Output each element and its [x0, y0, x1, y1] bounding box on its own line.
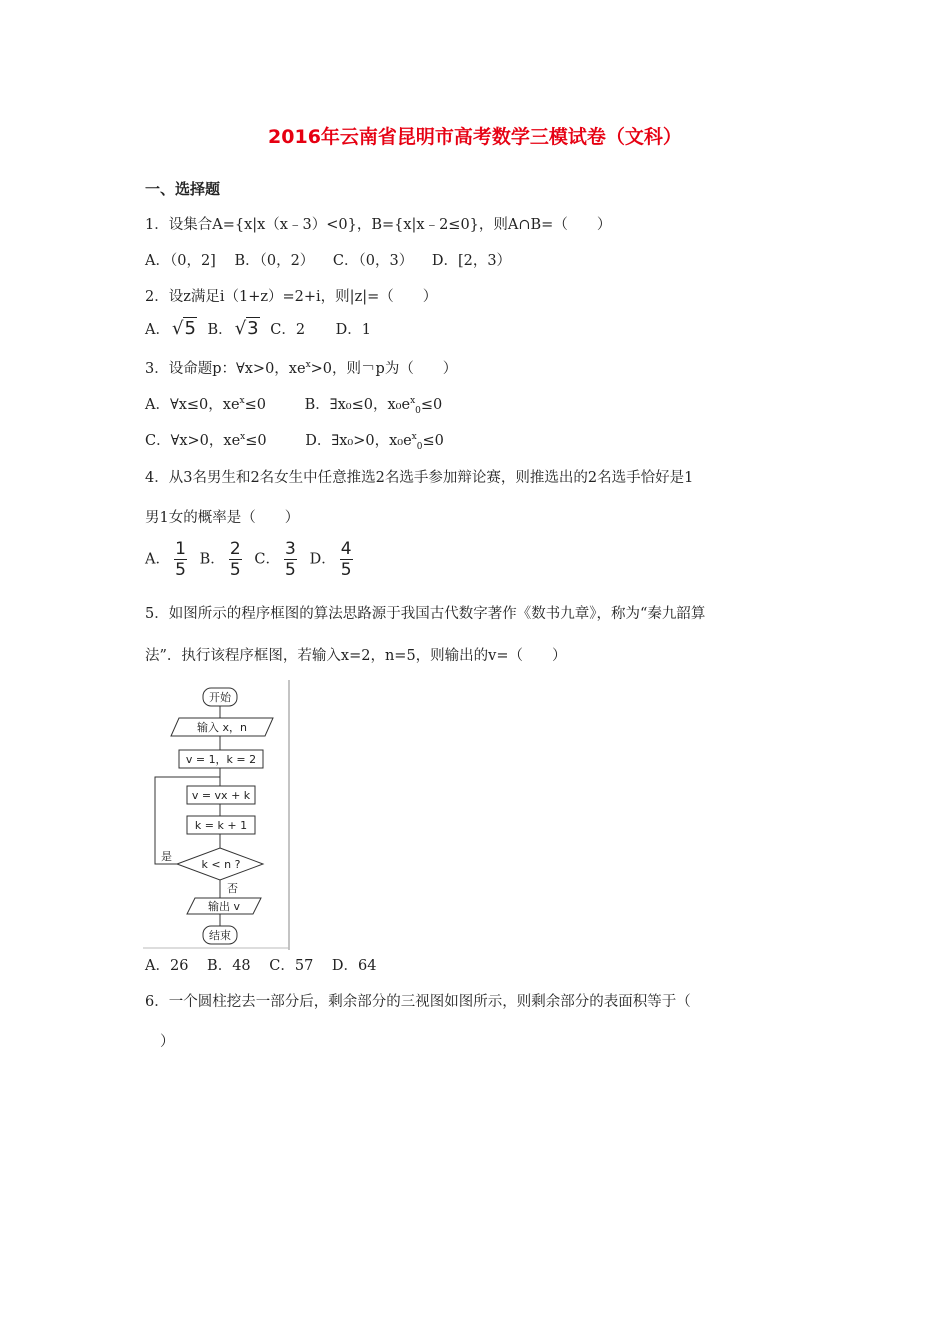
question-2-options	[145, 317, 385, 339]
question-6-stem: 6．一个圆柱挖去一部分后，剩余部分的三视图如图所示，则剩余部分的表面积等于（	[145, 994, 691, 1010]
option-c: C．∀x>0，$xe^x\le 0$	[145, 432, 267, 449]
flow-update-v-label: v = vx + k	[191, 789, 251, 802]
flow-condition-label: k < n ?	[201, 858, 241, 871]
sqrt-expression: √ 5	[171, 318, 196, 339]
option-a: A．∀x≤0，$xe^x\le 0$	[145, 396, 266, 413]
question-4-stem-2: 男1女的概率是（ ）	[145, 510, 300, 526]
option-d: D．64	[331, 958, 377, 974]
option-a: A．26	[145, 958, 189, 974]
question-1-options	[145, 249, 525, 270]
flow-output-label: 输出 v	[207, 900, 241, 913]
option-b: B．（0，2）	[234, 253, 315, 269]
option-c: C．2	[270, 322, 306, 338]
question-6-close: ）	[160, 1034, 175, 1050]
question-3-options-ab	[145, 393, 456, 416]
option-d: D．[2，3）	[431, 253, 512, 269]
section-heading: 一、选择题	[145, 180, 221, 198]
option-a: A．	[145, 551, 170, 568]
question-1-stem: 1．设集合A={x|x（x﹣3）<0}，B={x|x﹣2≤0}，则A∩B=（ ）	[145, 217, 612, 233]
flowchart-diagram	[143, 680, 291, 950]
option-c: C．（0，3）	[332, 253, 414, 269]
question-4-options	[145, 540, 361, 579]
option-d: D．1	[335, 322, 372, 338]
option-c: C．	[254, 551, 280, 568]
option-b: B．∃x₀≤0，$x_0e^x_0\le 0$	[304, 396, 443, 416]
page-title: 2016年云南省昆明市高考数学三模试卷（文科）	[268, 126, 682, 148]
option-c: C．57	[269, 958, 314, 974]
flow-yes-label: 是	[161, 850, 172, 863]
fraction: $\frac{3}{5}$	[285, 539, 296, 580]
option-b: B．	[207, 322, 233, 338]
fraction: $\frac{4}{5}$	[340, 539, 352, 580]
question-2-stem: 2．设z满足i（1+z）=2+i，则|z|=（ ）	[145, 289, 438, 305]
flow-update-k-label: k = k + 1	[194, 819, 248, 832]
option-d: D．	[309, 551, 336, 568]
fraction: $\frac{1}{5}$	[175, 539, 186, 580]
flow-end-label: 结束	[209, 929, 231, 942]
option-a: A．	[145, 322, 170, 338]
sqrt-expression: √ 3	[234, 318, 259, 339]
question-5-options	[145, 954, 391, 975]
fraction: $\frac{2}{5}$	[229, 539, 241, 580]
flow-no-label: 否	[227, 882, 238, 895]
flow-input-label: 输入 x，n	[197, 721, 247, 734]
question-5-stem-1: 5．如图所示的程序框图的算法思路源于我国古代数字著作《数书九章》，称为“秦九韶算	[145, 606, 706, 622]
option-a: A．（0，2]	[145, 253, 216, 269]
option-d: D．∃x₀>0，$x_0e^x_0\le 0$	[305, 432, 444, 452]
option-b: B．48	[207, 958, 251, 974]
question-5-stem-2: 法”．执行该程序框图，若输入x=2，n=5，则输出的v=（ ）	[145, 648, 567, 664]
question-4-stem-1: 4．从3名男生和2名女生中任意推选2名选手参加辩论赛，则推选出的2名选手恰好是1	[145, 470, 694, 486]
flow-init-label: v = 1，k = 2	[185, 753, 257, 766]
option-b: B．	[199, 551, 225, 568]
flow-start-label: 开始	[209, 691, 231, 704]
question-3-stem: 3．设命题p：∀x>0，$xe^x>0$，则￢p为（ ）	[145, 360, 458, 377]
question-3-options-cd	[145, 429, 458, 452]
